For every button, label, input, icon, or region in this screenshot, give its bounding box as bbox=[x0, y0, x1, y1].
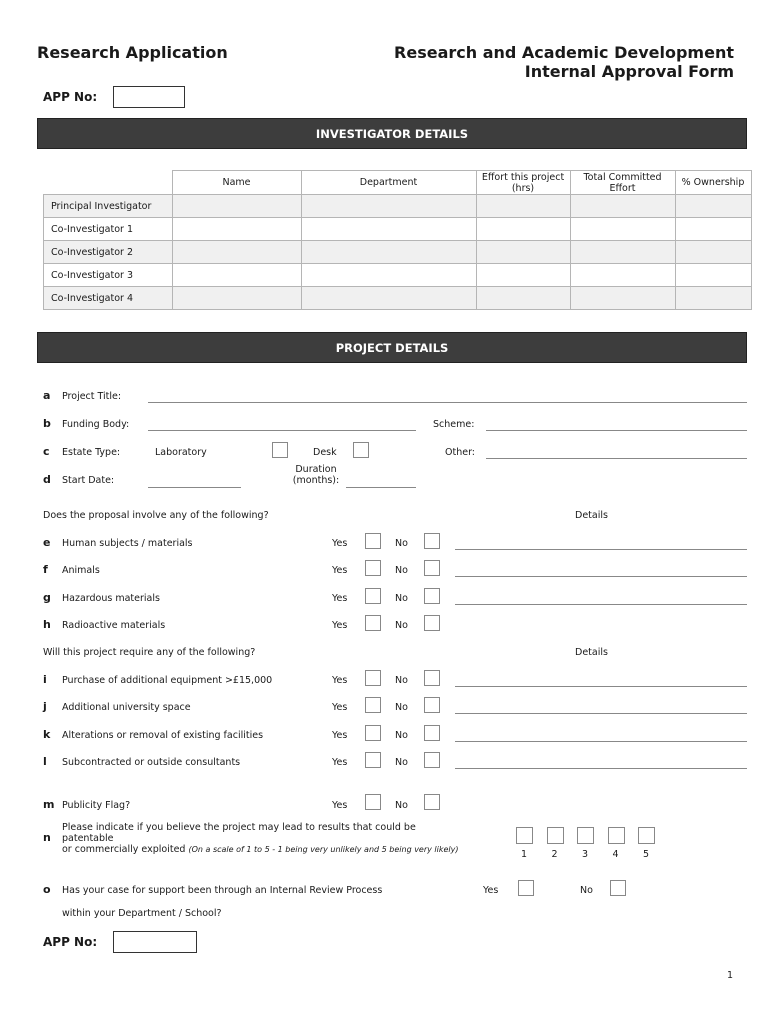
corner-cell bbox=[44, 171, 173, 195]
scheme-input[interactable] bbox=[486, 430, 747, 431]
total-effort-cell[interactable] bbox=[570, 241, 675, 264]
app-no-label-footer: APP No: bbox=[43, 935, 98, 949]
item-letter-d: d bbox=[43, 473, 51, 486]
total-effort-cell[interactable] bbox=[570, 264, 675, 287]
patentable-line3-text: or commercially exploited bbox=[62, 844, 186, 855]
scale-label-3: 3 bbox=[582, 849, 589, 860]
yes-checkbox-l[interactable] bbox=[365, 752, 381, 768]
department-cell[interactable] bbox=[301, 218, 476, 241]
desk-label: Desk bbox=[313, 447, 337, 458]
details-input-f[interactable] bbox=[455, 576, 747, 577]
no-checkbox-k[interactable] bbox=[424, 725, 440, 741]
patentable-line3 bbox=[62, 844, 482, 855]
internal-review-line1: Has your case for support been through an Internal Review Process bbox=[62, 885, 383, 896]
funding-body-input[interactable] bbox=[148, 430, 416, 431]
laboratory-label: Laboratory bbox=[155, 447, 207, 458]
scale-checkbox-3[interactable] bbox=[577, 827, 594, 844]
project-title-input[interactable] bbox=[148, 402, 747, 403]
no-label: No bbox=[395, 592, 408, 604]
desk-checkbox[interactable] bbox=[353, 442, 369, 458]
no-checkbox-f[interactable] bbox=[424, 560, 440, 576]
table-row bbox=[44, 241, 752, 264]
no-label: No bbox=[395, 675, 408, 686]
name-cell[interactable] bbox=[172, 287, 301, 310]
duration-input[interactable] bbox=[346, 487, 416, 488]
publicity-yes-checkbox[interactable] bbox=[365, 794, 381, 810]
total-effort-cell[interactable] bbox=[570, 218, 675, 241]
patentable-note: (On a scale of 1 to 5 - 1 being very unlikely and 5 being very likely) bbox=[188, 845, 459, 854]
department-cell[interactable] bbox=[301, 195, 476, 218]
row-label: Co-Investigator 4 bbox=[44, 287, 173, 310]
form-title-left: Research Application bbox=[37, 43, 228, 62]
investigator-section-header: INVESTIGATOR DETAILS bbox=[37, 118, 747, 149]
col-department: Department bbox=[301, 171, 476, 195]
item-letter-h: h bbox=[43, 617, 51, 631]
other-input[interactable] bbox=[486, 458, 747, 459]
item-letter-m: m bbox=[43, 798, 55, 811]
no-checkbox-i[interactable] bbox=[424, 670, 440, 686]
details-input-g[interactable] bbox=[455, 604, 747, 605]
item-label-e: Human subjects / materials bbox=[62, 538, 193, 549]
col-ownership: % Ownership bbox=[675, 171, 751, 195]
no-label: No bbox=[580, 885, 593, 896]
ownership-cell[interactable] bbox=[675, 241, 751, 264]
name-cell[interactable] bbox=[172, 241, 301, 264]
scale-label-5: 5 bbox=[643, 849, 650, 860]
form-title-right-line1: Research and Academic Development bbox=[394, 43, 734, 62]
yes-label: Yes bbox=[483, 885, 499, 896]
no-checkbox-g[interactable] bbox=[424, 588, 440, 604]
funding-body-label: Funding Body: bbox=[62, 419, 130, 430]
publicity-flag-label: Publicity Flag? bbox=[62, 800, 131, 811]
no-checkbox-h[interactable] bbox=[424, 615, 440, 631]
total-effort-cell[interactable] bbox=[570, 287, 675, 310]
item-label-g: Hazardous materials bbox=[62, 592, 160, 604]
review-yes-checkbox[interactable] bbox=[518, 880, 534, 896]
item-letter-o: o bbox=[43, 883, 51, 896]
effort-cell[interactable] bbox=[476, 287, 570, 310]
patentable-line2: patentable bbox=[62, 833, 114, 844]
no-label: No bbox=[395, 565, 408, 577]
col-effort: Effort this project (hrs) bbox=[476, 171, 570, 195]
no-label: No bbox=[395, 538, 408, 549]
details-input-e[interactable] bbox=[455, 549, 747, 550]
details-input-k[interactable] bbox=[455, 741, 747, 742]
department-cell[interactable] bbox=[301, 241, 476, 264]
yes-label: Yes bbox=[332, 565, 348, 577]
item-letter-g: g bbox=[43, 590, 51, 604]
question-involve: Does the proposal involve any of the following? bbox=[43, 510, 269, 521]
row-label: Co-Investigator 2 bbox=[44, 241, 173, 264]
start-date-label: Start Date: bbox=[62, 475, 115, 486]
item-letter-b: b bbox=[43, 417, 51, 430]
investigator-table bbox=[43, 170, 752, 310]
ownership-cell[interactable] bbox=[675, 195, 751, 218]
effort-cell[interactable] bbox=[476, 195, 570, 218]
details-header-1: Details bbox=[575, 510, 608, 521]
yes-label: Yes bbox=[332, 592, 348, 604]
yes-label: Yes bbox=[332, 675, 348, 686]
name-cell[interactable] bbox=[172, 218, 301, 241]
yes-checkbox-h[interactable] bbox=[365, 615, 381, 631]
item-letter-c: c bbox=[43, 445, 50, 458]
total-effort-cell[interactable] bbox=[570, 195, 675, 218]
no-label: No bbox=[395, 729, 408, 741]
yes-checkbox-j[interactable] bbox=[365, 697, 381, 713]
scale-label-1: 1 bbox=[521, 849, 528, 860]
ownership-cell[interactable] bbox=[675, 287, 751, 310]
row-label: Co-Investigator 3 bbox=[44, 264, 173, 287]
no-checkbox-l[interactable] bbox=[424, 752, 440, 768]
table-row bbox=[44, 264, 752, 287]
publicity-no-checkbox[interactable] bbox=[424, 794, 440, 810]
page-number: 1 bbox=[727, 970, 734, 981]
project-title-label: Project Title: bbox=[62, 391, 122, 402]
item-label-k: Alterations or removal of existing facilities bbox=[62, 729, 264, 741]
scale-label-4: 4 bbox=[612, 849, 619, 860]
table-row bbox=[44, 218, 752, 241]
no-checkbox-e[interactable] bbox=[424, 533, 440, 549]
item-label-f: Animals bbox=[62, 565, 100, 577]
item-letter-j: j bbox=[43, 700, 47, 714]
scale-checkbox-4[interactable] bbox=[608, 827, 625, 844]
item-letter-f: f bbox=[43, 563, 48, 577]
item-letter-k: k bbox=[43, 727, 51, 741]
details-input-j[interactable] bbox=[455, 713, 747, 714]
row-label: Co-Investigator 1 bbox=[44, 218, 173, 241]
name-cell[interactable] bbox=[172, 264, 301, 287]
project-section-header: PROJECT DETAILS bbox=[37, 332, 747, 363]
details-input-l[interactable] bbox=[455, 768, 747, 769]
effort-cell[interactable] bbox=[476, 241, 570, 264]
yes-checkbox-k[interactable] bbox=[365, 725, 381, 741]
yes-label: Yes bbox=[332, 800, 348, 811]
yes-checkbox-i[interactable] bbox=[365, 670, 381, 686]
no-label: No bbox=[395, 702, 408, 714]
effort-cell[interactable] bbox=[476, 264, 570, 287]
col-name: Name bbox=[172, 171, 301, 195]
item-letter-e: e bbox=[43, 536, 51, 549]
table-row bbox=[44, 195, 752, 218]
patentable-question bbox=[62, 822, 482, 855]
ownership-cell[interactable] bbox=[675, 264, 751, 287]
yes-label: Yes bbox=[332, 702, 348, 714]
item-letter-n: n bbox=[43, 831, 51, 844]
col-total-effort: Total Committed Effort bbox=[570, 171, 675, 195]
app-no-input-footer[interactable] bbox=[113, 931, 197, 953]
duration-label-line1: Duration bbox=[295, 464, 337, 475]
item-letter-a: a bbox=[43, 389, 51, 402]
other-label: Other: bbox=[445, 447, 476, 458]
row-label: Principal Investigator bbox=[44, 195, 173, 218]
duration-label-line2: (months): bbox=[292, 475, 340, 486]
ownership-cell[interactable] bbox=[675, 218, 751, 241]
item-label-h: Radioactive materials bbox=[62, 619, 166, 631]
no-label: No bbox=[395, 756, 408, 768]
no-checkbox-j[interactable] bbox=[424, 697, 440, 713]
scheme-label: Scheme: bbox=[433, 419, 475, 430]
yes-label: Yes bbox=[332, 538, 348, 549]
no-label: No bbox=[395, 619, 408, 631]
form-title-right-line2: Internal Approval Form bbox=[524, 62, 734, 81]
yes-checkbox-e[interactable] bbox=[365, 533, 381, 549]
yes-checkbox-f[interactable] bbox=[365, 560, 381, 576]
app-no-input[interactable] bbox=[113, 86, 185, 108]
item-letter-i: i bbox=[43, 673, 47, 686]
scale-checkbox-2[interactable] bbox=[547, 827, 564, 844]
yes-label: Yes bbox=[332, 729, 348, 741]
estate-type-label: Estate Type: bbox=[62, 447, 121, 458]
laboratory-checkbox[interactable] bbox=[272, 442, 288, 458]
details-header-2: Details bbox=[575, 647, 608, 658]
form-title-right bbox=[394, 43, 734, 81]
scale-label-2: 2 bbox=[551, 849, 558, 860]
name-cell[interactable] bbox=[172, 195, 301, 218]
start-date-input[interactable] bbox=[148, 487, 241, 488]
item-label-i: Purchase of additional equipment >£15,000 bbox=[62, 675, 273, 686]
yes-label: Yes bbox=[332, 756, 348, 768]
patentable-line1: Please indicate if you believe the project may lead to results that could be bbox=[62, 822, 416, 833]
app-no-label: APP No: bbox=[43, 90, 98, 104]
yes-label: Yes bbox=[332, 619, 348, 631]
department-cell[interactable] bbox=[301, 287, 476, 310]
scale-checkbox-5[interactable] bbox=[638, 827, 655, 844]
internal-review-line2: within your Department / School? bbox=[62, 908, 222, 919]
item-label-l: Subcontracted or outside consultants bbox=[62, 756, 241, 768]
yes-checkbox-g[interactable] bbox=[365, 588, 381, 604]
scale-checkbox-1[interactable] bbox=[516, 827, 533, 844]
effort-cell[interactable] bbox=[476, 218, 570, 241]
department-cell[interactable] bbox=[301, 264, 476, 287]
review-no-checkbox[interactable] bbox=[610, 880, 626, 896]
item-label-j: Additional university space bbox=[62, 702, 191, 714]
details-input-i[interactable] bbox=[455, 686, 747, 687]
item-letter-l: l bbox=[43, 754, 47, 768]
table-row bbox=[44, 287, 752, 310]
no-label: No bbox=[395, 800, 408, 811]
duration-label bbox=[287, 464, 345, 486]
question-require: Will this project require any of the following? bbox=[43, 647, 256, 658]
investigator-table-header bbox=[44, 171, 752, 195]
